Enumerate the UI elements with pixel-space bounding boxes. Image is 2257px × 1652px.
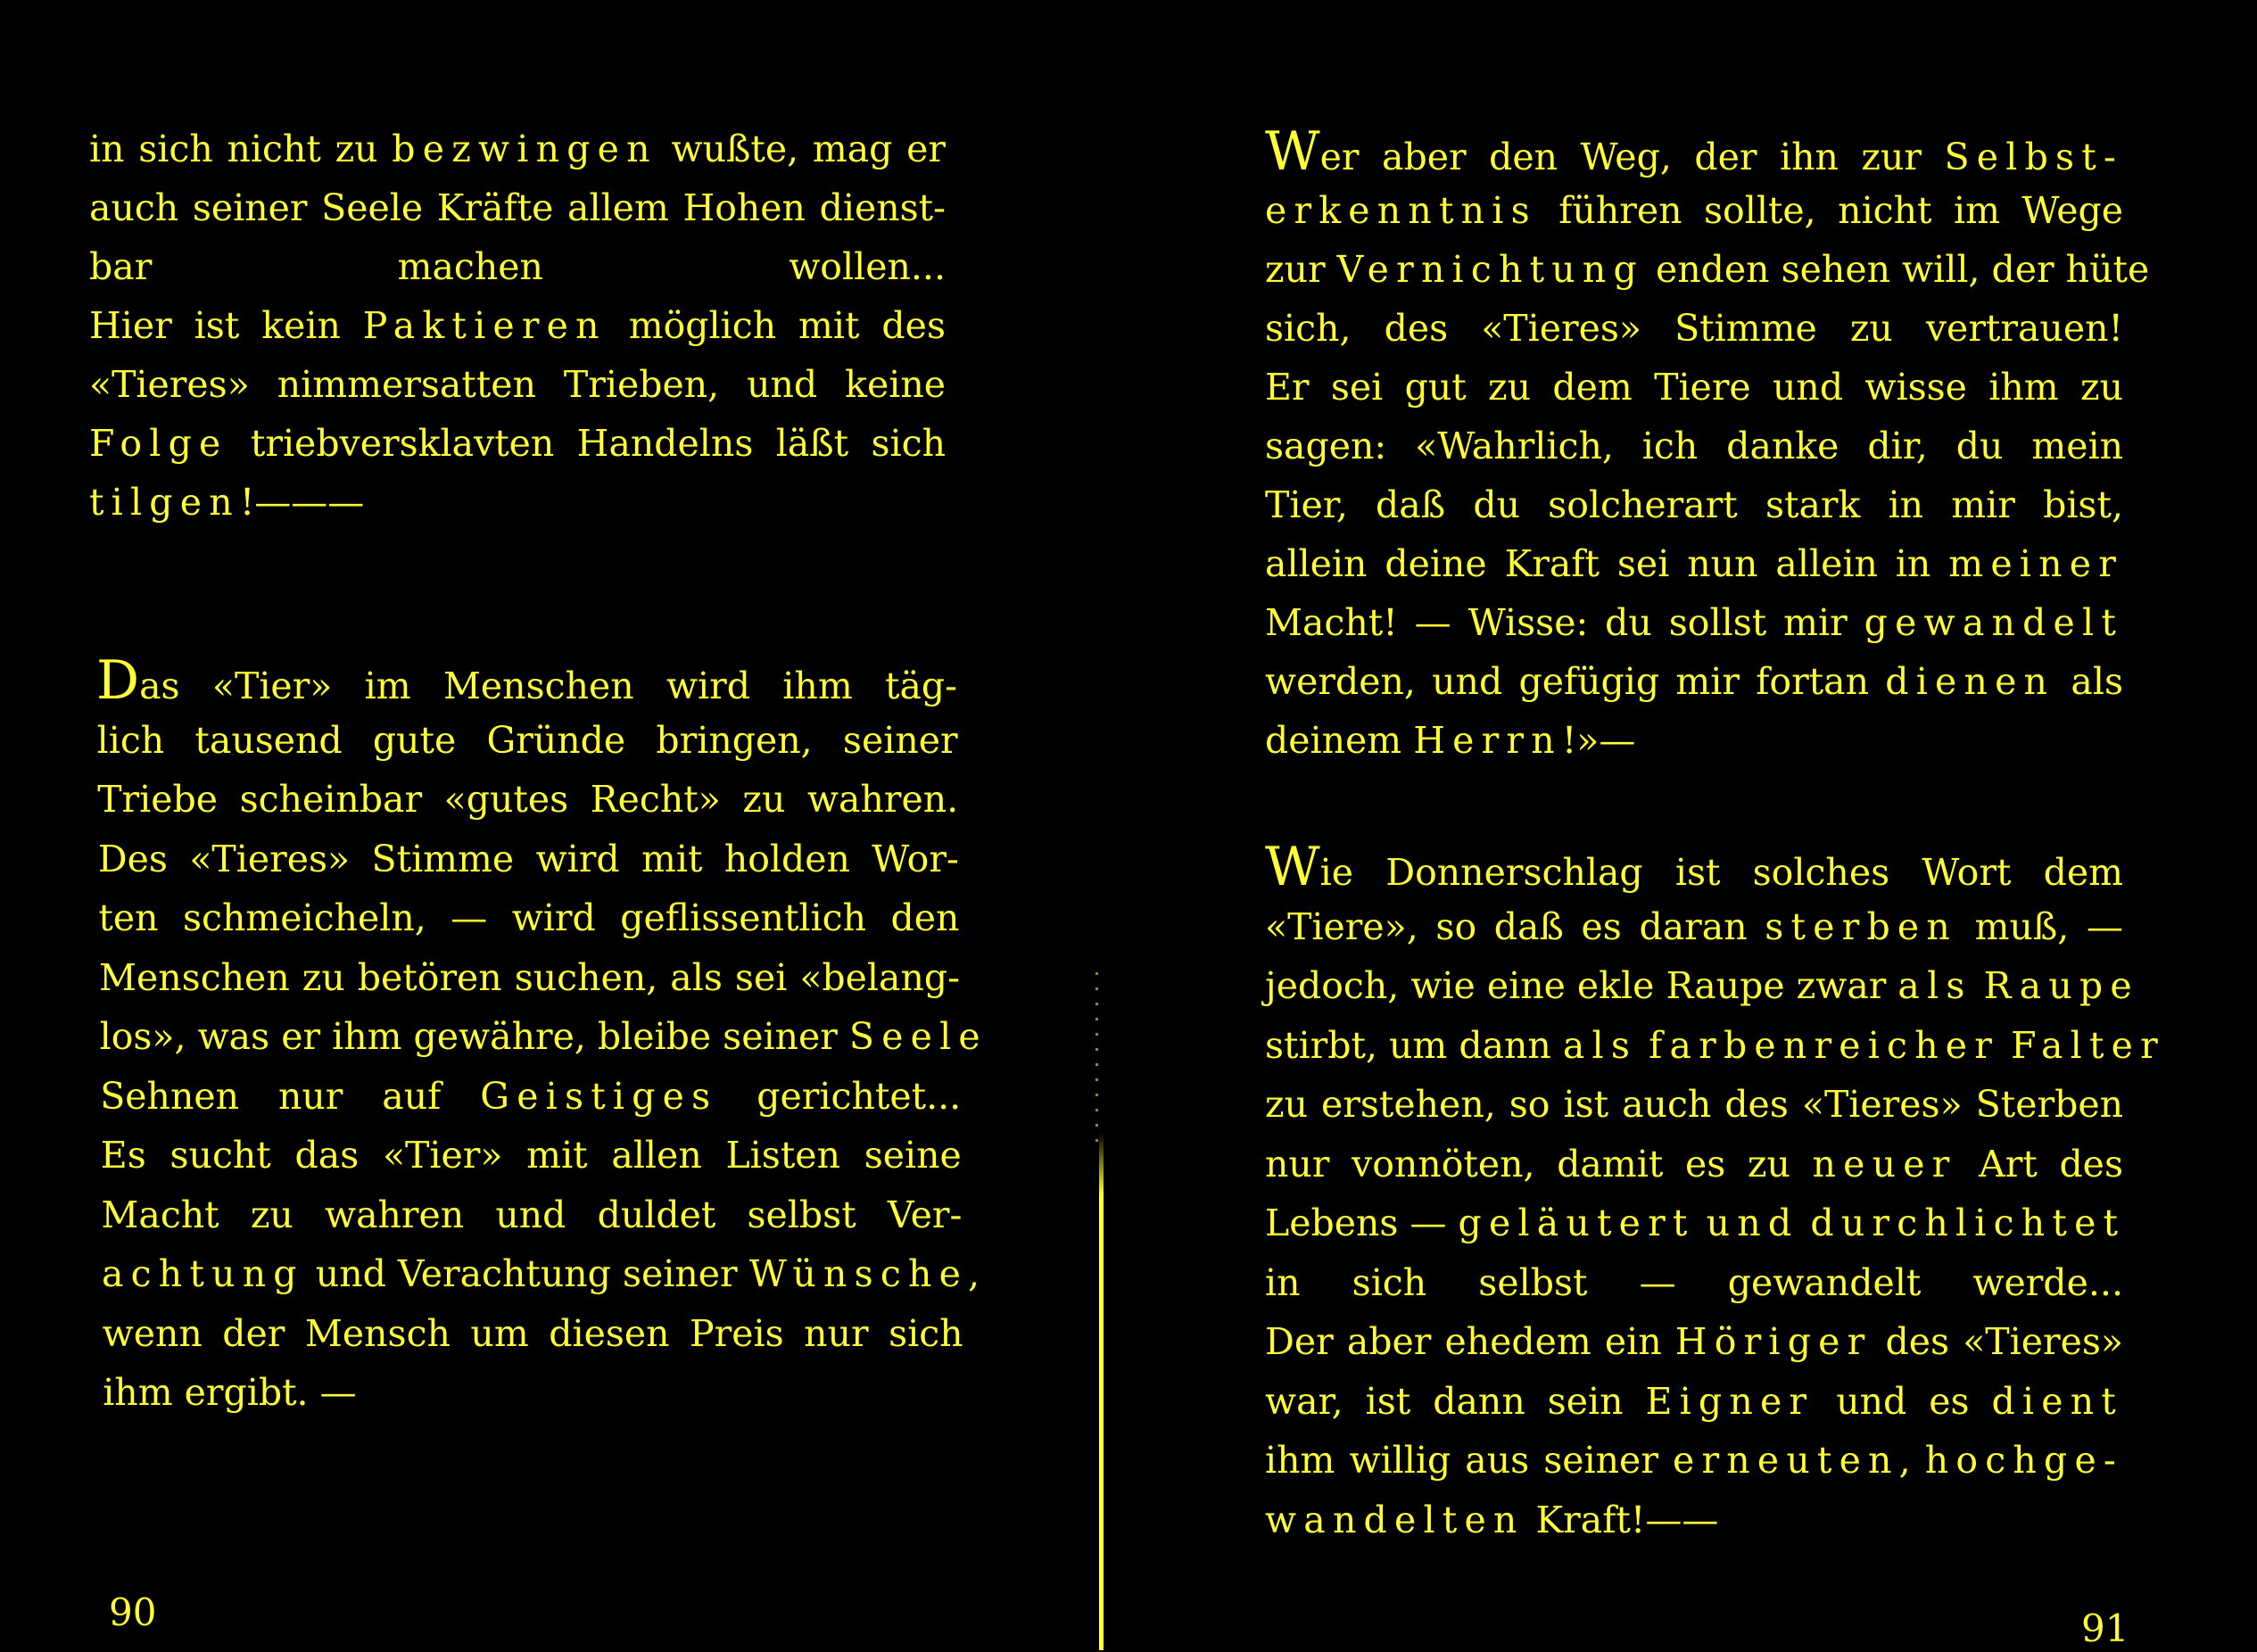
text-segment: as «Tier» im Menschen wird ihm täg- <box>139 665 957 707</box>
spaced-emphasis: wandelten <box>1265 1498 1525 1541</box>
text-segment: ten schmeicheln, — wird geflissentlich den <box>98 896 960 939</box>
text-segment: allein deine Kraft sei nun allein in <box>1265 542 1949 585</box>
text-segment: ihm willig aus seiner <box>1265 1439 1673 1482</box>
spaced-emphasis: Falter <box>2011 1023 2165 1067</box>
text-segment: deinem <box>1265 719 1414 762</box>
text-line <box>98 895 959 941</box>
text-segment: Menschen zu betören suchen, als sei «belang- <box>99 955 960 999</box>
text-segment: Macht! — Wisse: du sollst mir <box>1265 601 1864 644</box>
text-segment: Kraft!—— <box>1524 1498 1719 1541</box>
text-line <box>1265 120 2123 183</box>
text-segment: jedoch, wie eine ekle Raupe zwar <box>1265 964 1898 1007</box>
spaced-emphasis: Selbst- <box>1944 136 2123 178</box>
text-segment: des «Tieres» <box>1872 1320 2123 1363</box>
spaced-emphasis: Raupe <box>1983 964 2139 1007</box>
spaced-emphasis: Folge <box>89 422 228 465</box>
page-number-right: 91 <box>2081 1607 2129 1650</box>
spaced-emphasis: Geistiges <box>480 1074 718 1118</box>
text-segment <box>1972 964 1984 1007</box>
text-segment: Tier, daß du solcherart stark in mir bist, <box>1265 483 2123 526</box>
text-line <box>103 1369 356 1416</box>
spaced-emphasis: hochge- <box>1924 1439 2123 1482</box>
text-line <box>101 1192 962 1238</box>
text-line <box>89 185 946 231</box>
text-line <box>1265 541 2123 587</box>
text-line <box>1265 904 2123 950</box>
text-line <box>1265 599 2123 646</box>
spaced-emphasis: neuer <box>1812 1142 1957 1185</box>
text-segment: als <box>2054 660 2123 703</box>
text-segment <box>1798 1202 1810 1244</box>
text-segment: Des «Tieres» Stimme wird mit holden Wor- <box>97 837 959 880</box>
spaced-emphasis: erneuten <box>1672 1439 1899 1482</box>
text-segment: , <box>968 1252 980 1295</box>
text-line <box>1265 1260 2123 1306</box>
page-number-left: 90 <box>109 1590 157 1634</box>
text-segment: Es sucht das «Tier» mit allen Listen seine <box>100 1134 962 1177</box>
text-segment: und Verachtung seiner <box>303 1252 749 1295</box>
text-segment: Triebe scheinbar «gutes Recht» zu wahren. <box>97 778 959 821</box>
spaced-emphasis: gewandelt <box>1864 601 2123 644</box>
text-segment <box>1637 1024 1649 1067</box>
text-line <box>1265 482 2123 528</box>
text-segment: auch seiner Seele Kräfte allem Hohen dienst- <box>89 186 946 229</box>
text-segment: lich tausend gute Gründe bringen, seiner <box>96 718 958 762</box>
text-segment: in sich selbst — gewandelt werde... <box>1265 1260 2123 1304</box>
left-page <box>0 0 1097 1650</box>
text-line <box>89 302 946 349</box>
text-segment: und es <box>1814 1379 1992 1423</box>
text-line <box>1265 1437 2123 1483</box>
text-segment: «Tiere», so daß es daran <box>1265 904 1765 948</box>
spaced-emphasis: erkenntnis <box>1265 189 1537 232</box>
right-page <box>1160 0 2257 1650</box>
text-line <box>89 420 946 467</box>
drop-cap: D <box>96 649 140 712</box>
spaced-emphasis: durchlichtet <box>1810 1202 2126 1244</box>
text-line <box>89 479 364 525</box>
text-segment: führen sollte, nicht im Wege <box>1536 189 2123 232</box>
text-segment: ihm ergibt. — <box>103 1371 357 1414</box>
text-segment: «Tieres» nimmersatten Trieben, und keine <box>89 363 946 406</box>
text-segment: war, ist dann sein <box>1265 1379 1646 1423</box>
spaced-emphasis: dient <box>1991 1379 2123 1423</box>
text-segment: Art des <box>1956 1142 2123 1185</box>
gutter-edge-line <box>1099 1133 1104 1650</box>
text-segment: los», was er ihm gewähre, bleibe seiner <box>99 1015 849 1058</box>
spaced-emphasis: Eigner <box>1645 1379 1815 1423</box>
text-segment: muß, — <box>1956 904 2123 948</box>
text-segment: in sich nicht zu <box>89 128 393 170</box>
text-line <box>99 1013 988 1060</box>
text-segment: sich, des «Tieres» Stimme zu vertrauen! <box>1265 307 2123 350</box>
text-line <box>98 836 959 882</box>
text-segment: werden, und gefügig mir fortan <box>1265 660 1886 703</box>
text-line <box>1265 305 2123 351</box>
spaced-emphasis: meiner <box>1948 542 2123 585</box>
text-line <box>103 1310 963 1357</box>
text-line <box>97 776 958 822</box>
spaced-emphasis: Herrn <box>1413 719 1562 762</box>
text-line <box>1265 1141 2123 1187</box>
text-segment: wenn der Mensch um diesen Preis nur sich <box>102 1311 963 1355</box>
text-line <box>1265 423 2123 469</box>
spaced-emphasis: geläutert <box>1458 1202 1695 1244</box>
text-segment: ie Donnerschlag ist solches Wort dem <box>1319 851 2123 894</box>
text-segment: , <box>1898 1439 1925 1482</box>
text-segment: Hier ist kein <box>89 304 363 347</box>
text-line <box>89 244 946 290</box>
text-segment: triebversklavten Handelns läßt sich <box>227 422 946 465</box>
text-segment: nur vonnöten, damit es zu <box>1265 1142 1813 1185</box>
spaced-emphasis: Wünsche <box>748 1252 969 1295</box>
text-line <box>1265 1318 2123 1365</box>
text-line <box>97 717 958 764</box>
text-segment: möglich mit des <box>606 304 946 347</box>
spaced-emphasis: bezwingen <box>392 128 657 170</box>
text-segment: !»— <box>1561 719 1636 762</box>
text-line <box>96 649 957 712</box>
text-segment <box>1999 1024 2011 1067</box>
text-line <box>1265 1081 2123 1127</box>
text-segment: Der aber ehedem ein <box>1265 1320 1675 1363</box>
text-segment: wußte, mag er <box>657 128 946 170</box>
spaced-emphasis: und <box>1706 1202 1799 1244</box>
text-line <box>102 1251 980 1297</box>
spaced-emphasis: Paktieren <box>362 304 607 347</box>
text-segment: Er sei gut zu dem Tiere und wisse ihm zu <box>1265 366 2123 409</box>
text-segment: bar machen wollen... <box>89 245 946 288</box>
spaced-emphasis: als <box>1562 1023 1638 1067</box>
text-line <box>1265 1378 2123 1425</box>
text-line <box>99 954 960 1001</box>
text-segment: !——— <box>239 481 365 524</box>
text-line <box>1265 1022 2165 1069</box>
spaced-emphasis: Seele <box>848 1015 988 1058</box>
text-segment: Lebens — <box>1265 1202 1459 1244</box>
text-segment: stirbt, um dann <box>1265 1023 1563 1067</box>
text-segment <box>1695 1202 1707 1244</box>
gutter-specks <box>1095 972 1098 1151</box>
spaced-emphasis: Höriger <box>1674 1320 1873 1363</box>
spaced-emphasis: als <box>1897 964 1972 1007</box>
text-segment: enden sehen will, der hüte <box>1643 248 2150 291</box>
spaced-emphasis: tilgen <box>89 481 240 524</box>
text-line <box>100 1073 961 1119</box>
text-segment: er aber den Weg, der ihn zur <box>1319 136 1945 178</box>
spaced-emphasis: achtung <box>102 1252 304 1295</box>
text-segment: zur <box>1265 248 1337 291</box>
text-line <box>1265 836 2123 898</box>
drop-cap: W <box>1265 836 1320 898</box>
text-line <box>1265 717 1635 764</box>
text-line <box>1265 658 2123 705</box>
spaced-emphasis: dienen <box>1885 660 2055 703</box>
text-line <box>1265 364 2123 410</box>
spaced-emphasis: sterben <box>1765 904 1957 948</box>
text-line <box>1265 1497 1718 1543</box>
text-line <box>1265 187 2123 234</box>
text-segment: zu erstehen, so ist auch des «Tieres» Sterben <box>1265 1083 2123 1126</box>
spaced-emphasis: farbenreicher <box>1649 1023 2000 1067</box>
text-line <box>101 1132 962 1178</box>
drop-cap: W <box>1265 120 1320 183</box>
text-segment: Macht zu wahren und duldet selbst Ver- <box>101 1193 963 1236</box>
text-line <box>89 361 946 408</box>
text-line <box>1265 962 2139 1009</box>
text-segment: gerichtet... <box>717 1074 962 1118</box>
text-segment: Sehnen nur auf <box>100 1074 481 1118</box>
spaced-emphasis: Vernichtung <box>1336 248 1644 291</box>
text-line <box>1265 1200 2126 1246</box>
text-line <box>89 126 946 172</box>
text-line <box>1265 246 2150 293</box>
text-segment: sagen: «Wahrlich, ich danke dir, du mein <box>1265 425 2123 467</box>
